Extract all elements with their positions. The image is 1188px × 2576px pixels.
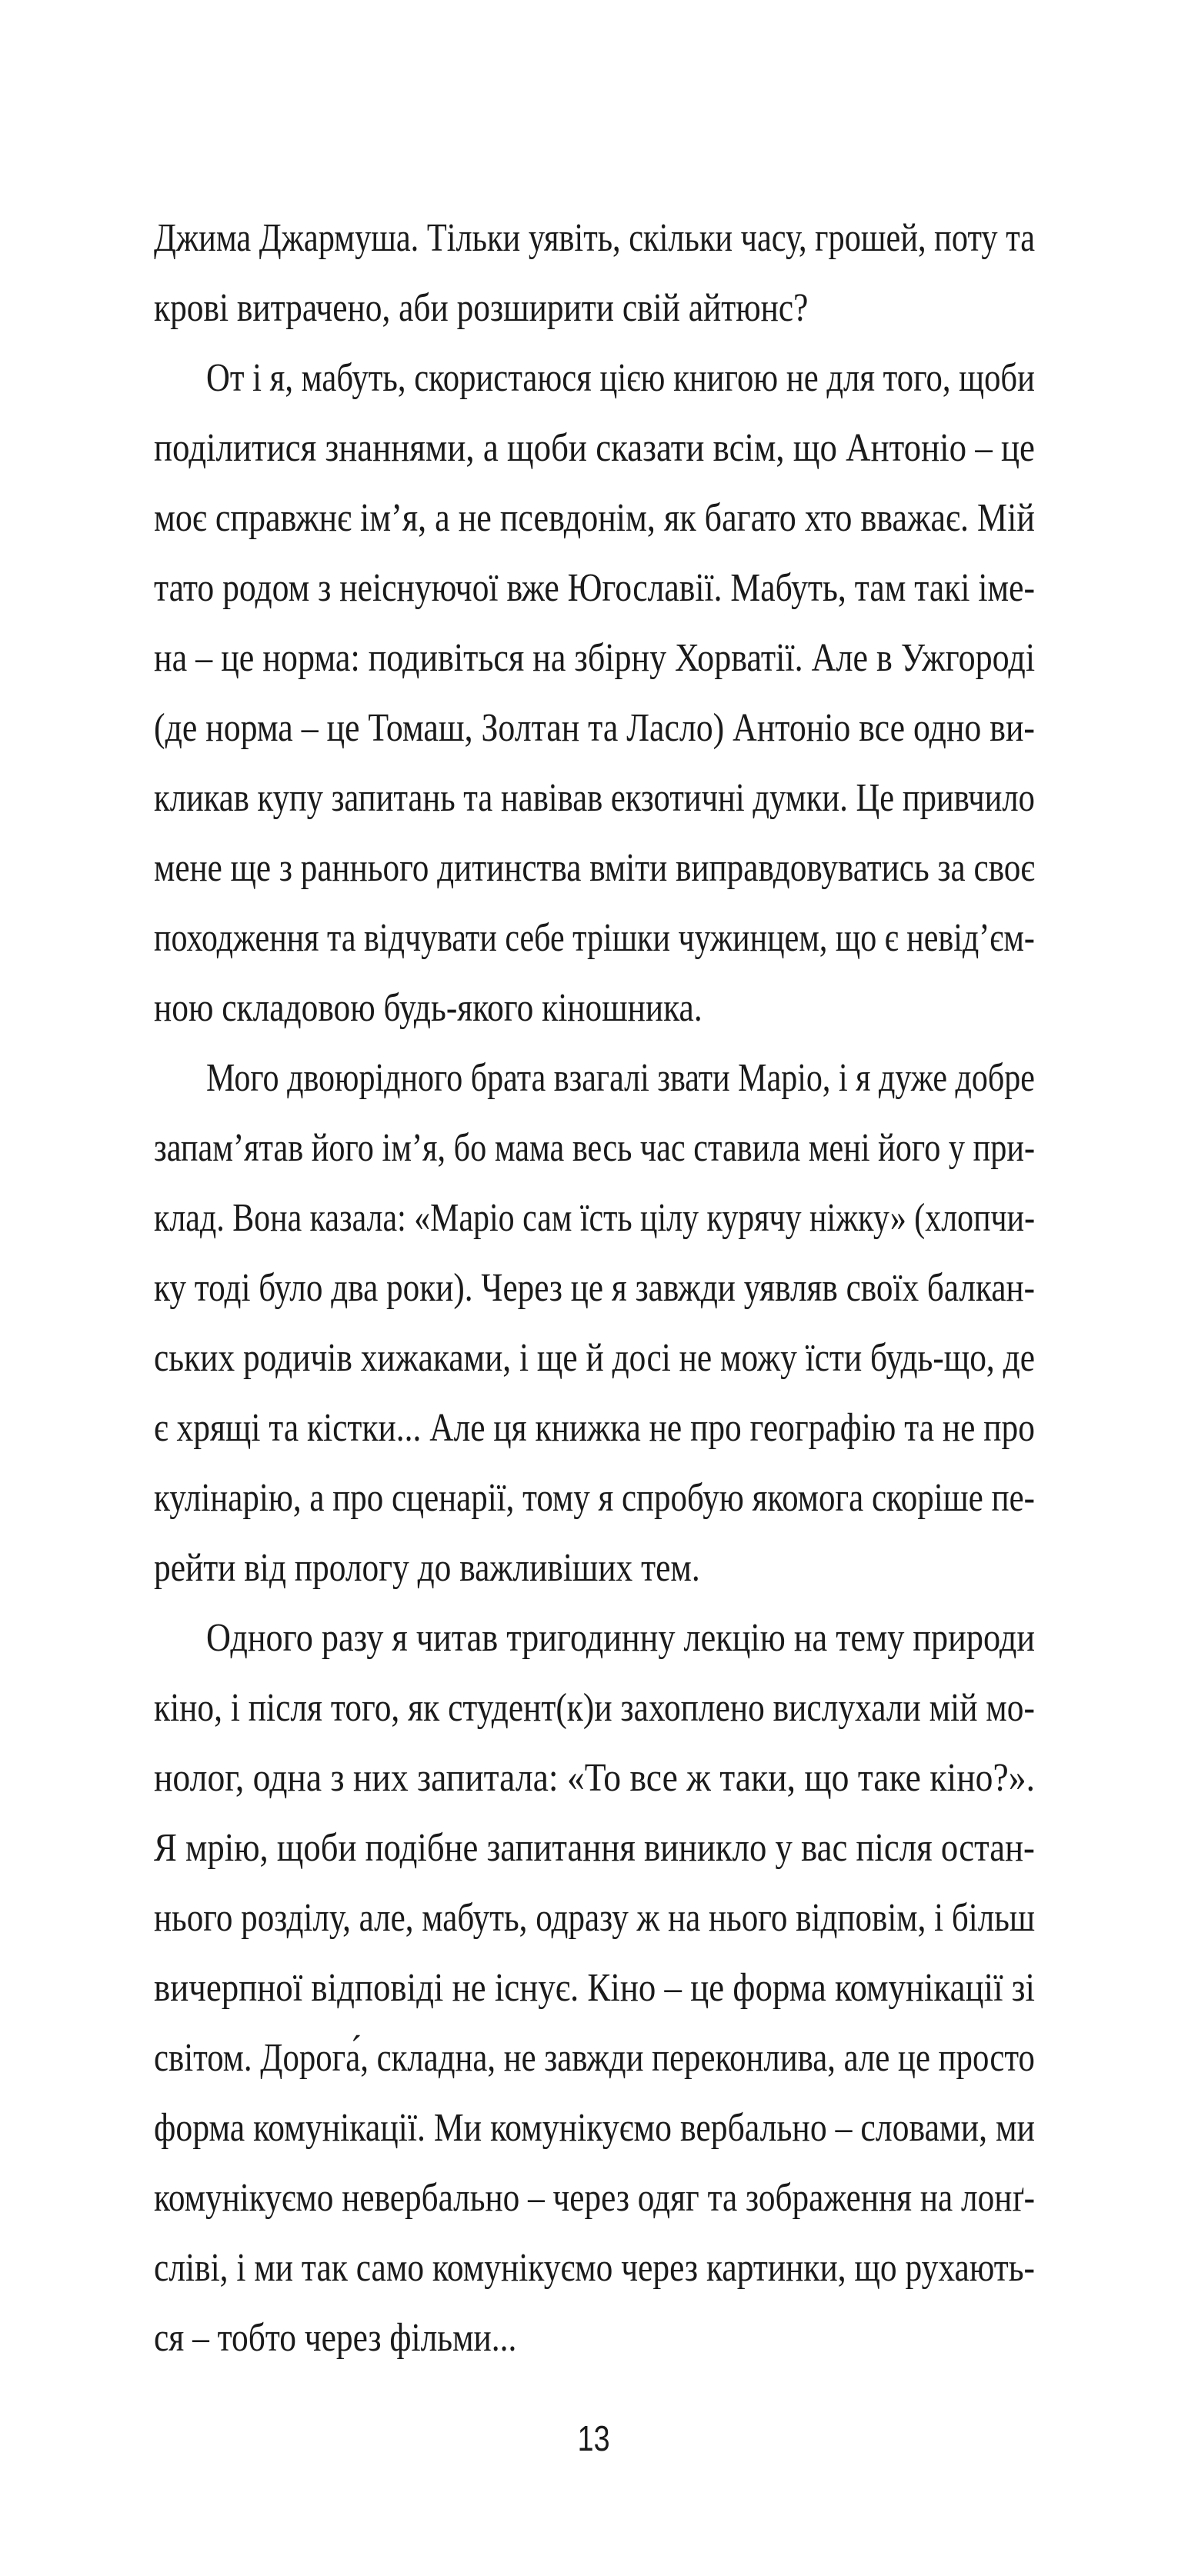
text-line-content: сліві, і ми так само комунікуємо через картинки, що рухають- [154, 2246, 1036, 2290]
text-line-content: (де норма – це Томаш, Золтан та Ласло) Антоніо все одно ви- [154, 706, 1036, 750]
text-line [154, 1883, 1035, 1953]
text-line [154, 483, 1035, 553]
text-line [154, 1743, 1035, 1813]
text-line [154, 973, 1035, 1043]
text-line-content: моє справжнє ім’я, а не псевдонім, як багато хто вважає. Мій [154, 496, 1035, 540]
text-line [154, 693, 1035, 763]
text-line [154, 2303, 1035, 2373]
text-line [154, 623, 1035, 693]
text-line [154, 1393, 1035, 1463]
page-number-text: 13 [578, 2418, 610, 2458]
text-line [154, 2093, 1035, 2163]
text-line-content: мене ще з раннього дитинства вміти виправдовуватись за своє [154, 846, 1035, 890]
paragraph [154, 203, 1035, 343]
text-line-content: кіно, і після того, як студент(к)и захоплено вислухали мій мо- [154, 1686, 1035, 1730]
text-line-content: є хрящі та кістки... Але ця книжка не про географію та не про [154, 1406, 1035, 1450]
text-line [154, 1253, 1035, 1323]
text-line [154, 903, 1035, 973]
text-line [154, 1533, 1035, 1603]
text-line [154, 1323, 1035, 1393]
text-line-content: запам’ятав його ім’я, бо мама весь час ставила мені його у при- [154, 1126, 1036, 1170]
text-line [154, 203, 1035, 273]
text-line-content: кликав купу запитань та навівав екзотичні думки. Це привчило [154, 776, 1035, 820]
text-line [154, 1953, 1035, 2023]
text-line-content: ку тоді було два роки). Через це я завжди уявляв своїх балкан- [154, 1266, 1036, 1310]
text-line-content: вичерпної відповіді не існує. Кіно – це форма комунікації зі [154, 1966, 1035, 2010]
text-line [154, 1673, 1035, 1743]
text-line-content: Одного разу я читав тригодинну лекцію на тему природи [206, 1616, 1036, 1660]
text-line-content: світом. Дорога́, складна, не завжди переконлива, але це просто [154, 2036, 1035, 2080]
body-text [154, 203, 1035, 2373]
text-line-content: комунікуємо невербально – через одяг та зображення на лонґ- [154, 2176, 1035, 2220]
text-line-content: нього розділу, але, мабуть, одразу ж на нього відповім, і більш [154, 1896, 1036, 1940]
text-line-content: От і я, мабуть, скористаюся цією книгою не для того, щоби [206, 356, 1035, 400]
text-line-content: Мого двоюрідного брата взагалі звати Маріо, і я дуже добре [206, 1056, 1035, 1100]
text-line-content: на – це норма: подивіться на збірну Хорватії. Але в Ужгороді [154, 636, 1036, 680]
text-line [154, 1603, 1035, 1673]
text-line-content: рейти від прологу до важливіших тем. [154, 1546, 700, 1590]
text-line [154, 553, 1035, 623]
text-line [154, 1813, 1035, 1883]
text-line-content: ною складовою будь-якого кіношника. [154, 986, 702, 1030]
text-line-content: нолог, одна з них запитала: «То все ж таки, що таке кіно?». [154, 1756, 1035, 1800]
text-line [154, 1183, 1035, 1253]
text-line [154, 1043, 1035, 1113]
text-line-content: Джима Джармуша. Тільки уявіть, скільки часу, грошей, поту та [154, 216, 1036, 260]
text-line-content: клад. Вона казала: «Маріо сам їсть цілу курячу ніжку» (хлопчи- [154, 1196, 1036, 1240]
paragraph [154, 1043, 1035, 1603]
text-line-content: походження та відчувати себе трішки чужинцем, що є невід’єм- [154, 916, 1035, 960]
text-line [154, 1113, 1035, 1183]
page-number [517, 2415, 671, 2461]
text-line [154, 273, 1035, 343]
text-line-content: Я мрію, щоби подібне запитання виникло у вас після остан- [154, 1826, 1035, 1870]
text-line-content: форма комунікації. Ми комунікуємо вербально – словами, ми [154, 2106, 1036, 2150]
text-line [154, 833, 1035, 903]
text-line-content: крові витрачено, аби розширити свій айтюнс? [154, 286, 809, 330]
text-line-content: кулінарію, а про сценарії, тому я спробую якомога скоріше пе- [154, 1476, 1035, 1520]
text-line [154, 1463, 1035, 1533]
text-line-content: тато родом з неіснуючої вже Югославії. Мабуть, там такі іме- [154, 566, 1036, 610]
text-line [154, 413, 1035, 483]
text-line [154, 343, 1035, 413]
paragraph [154, 1603, 1035, 2373]
text-line-content: поділитися знаннями, а щоби сказати всім, що Антоніо – це [154, 426, 1035, 470]
text-line-content: ся – тобто через фільми... [154, 2316, 517, 2360]
text-line [154, 2023, 1035, 2093]
text-line-content: ських родичів хижаками, і ще й досі не можу їсти будь-що, де [154, 1336, 1036, 1380]
text-line [154, 2233, 1035, 2303]
text-line [154, 2163, 1035, 2233]
text-line [154, 763, 1035, 833]
paragraph [154, 343, 1035, 1043]
